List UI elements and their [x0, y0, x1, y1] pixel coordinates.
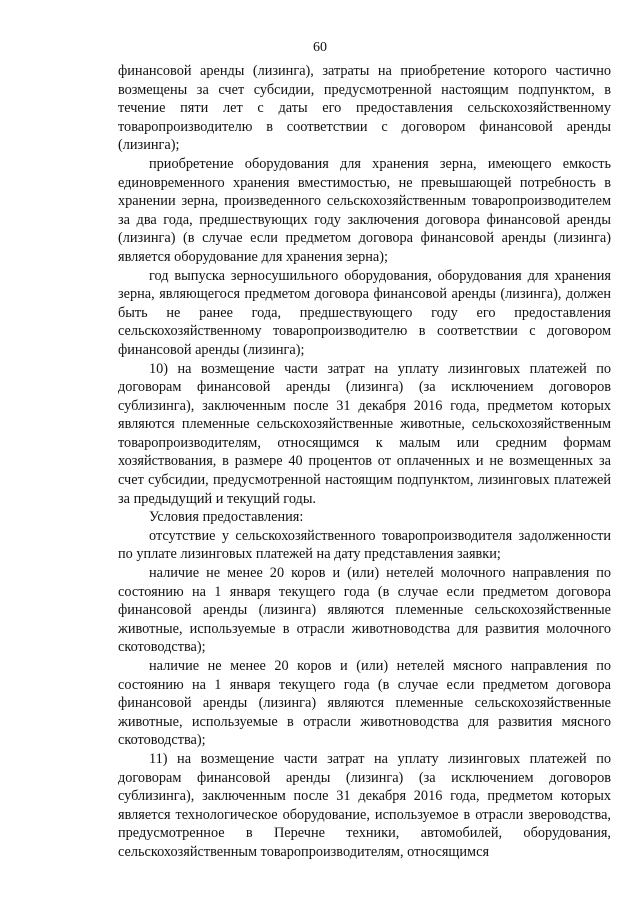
paragraph: 10) на возмещение части затрат на уплату лизинговых платежей по договорам финансовой аренды (лизинга) (за исключением договоров сублизинга), заключенным после 31 декабря 2016 года, предметом которых являются племенные сельскохозяйственные животные, сельскохозяйственным товаропроизводителям, относящимся к малым или средним формам хозяйствования, в размере 40 процентов от оплаченных и не возмещенных за счет субсидии, предусмотренной настоящим подпунктом, лизинговых платежей за предыдущий и текущий годы.: [118, 360, 611, 507]
paragraph: финансовой аренды (лизинга), затраты на приобретение которого частично возмещены за счет субсидии, предусмотренной настоящим подпунктом, в течение пяти лет с даты его предоставления сельскохозяйственному товаропроизводителю в соответствии с договором финансовой аренды (лизинга);: [118, 63, 611, 154]
paragraph: приобретение оборудования для хранения зерна, имеющего емкость единовременного хранения вместимостью, не превышающей потребность в хранении зерна, произведенного сельскохозяйственным товаропроизводителем за два года, предшествующих году заключения договора финансовой аренды (лизинга) (в случае если предметом договора финансовой аренды (лизинга) является оборудование для хранения зерна);: [118, 155, 611, 265]
paragraph: Условия предоставления:: [149, 509, 304, 526]
paragraph: год выпуска зерносушильного оборудования, оборудования для хранения зерна, являющегося предметом договора финансовой аренды (лизинга), должен быть не ранее года, предшествующего году его предоставления сельскохозяйственному товаропроизводителю в соответствии с договором финансовой аренды (лизинга);: [118, 267, 611, 358]
paragraph: наличие не менее 20 коров и (или) нетелей мясного направления по состоянию на 1 января текущего года (в случае если предметом договора финансовой аренды (лизинга) являются племенные сельскохозяйственные животные, используемые в отрасли животноводства для развития мясного скотоводства);: [118, 658, 611, 749]
document-body: [118, 62, 611, 862]
paragraph: отсутствие у сельскохозяйственного товаропроизводителя задолженности по уплате лизинговых платежей на дату представления заявки;: [118, 527, 611, 563]
paragraph: наличие не менее 20 коров и (или) нетелей молочного направления по состоянию на 1 января текущего года (в случае если предметом договора финансовой аренды (лизинга) являются племенные сельскохозяйственные животные, используемые в отрасли животноводства для развития молочного скотоводства);: [118, 565, 611, 656]
page-number: 60: [313, 40, 327, 55]
paragraph: 11) на возмещение части затрат на уплату лизинговых платежей по договорам финансовой аренды (лизинга) (за исключением договоров сублизинга), заключенным после 31 декабря 2016 года, предметом которых является технологическое оборудование, используемое в отрасли звероводства, предусмотренное в Перечне техники, автомобилей, оборудования, сельскохозяйственным товаропроизводителям, относящимся: [118, 750, 611, 860]
